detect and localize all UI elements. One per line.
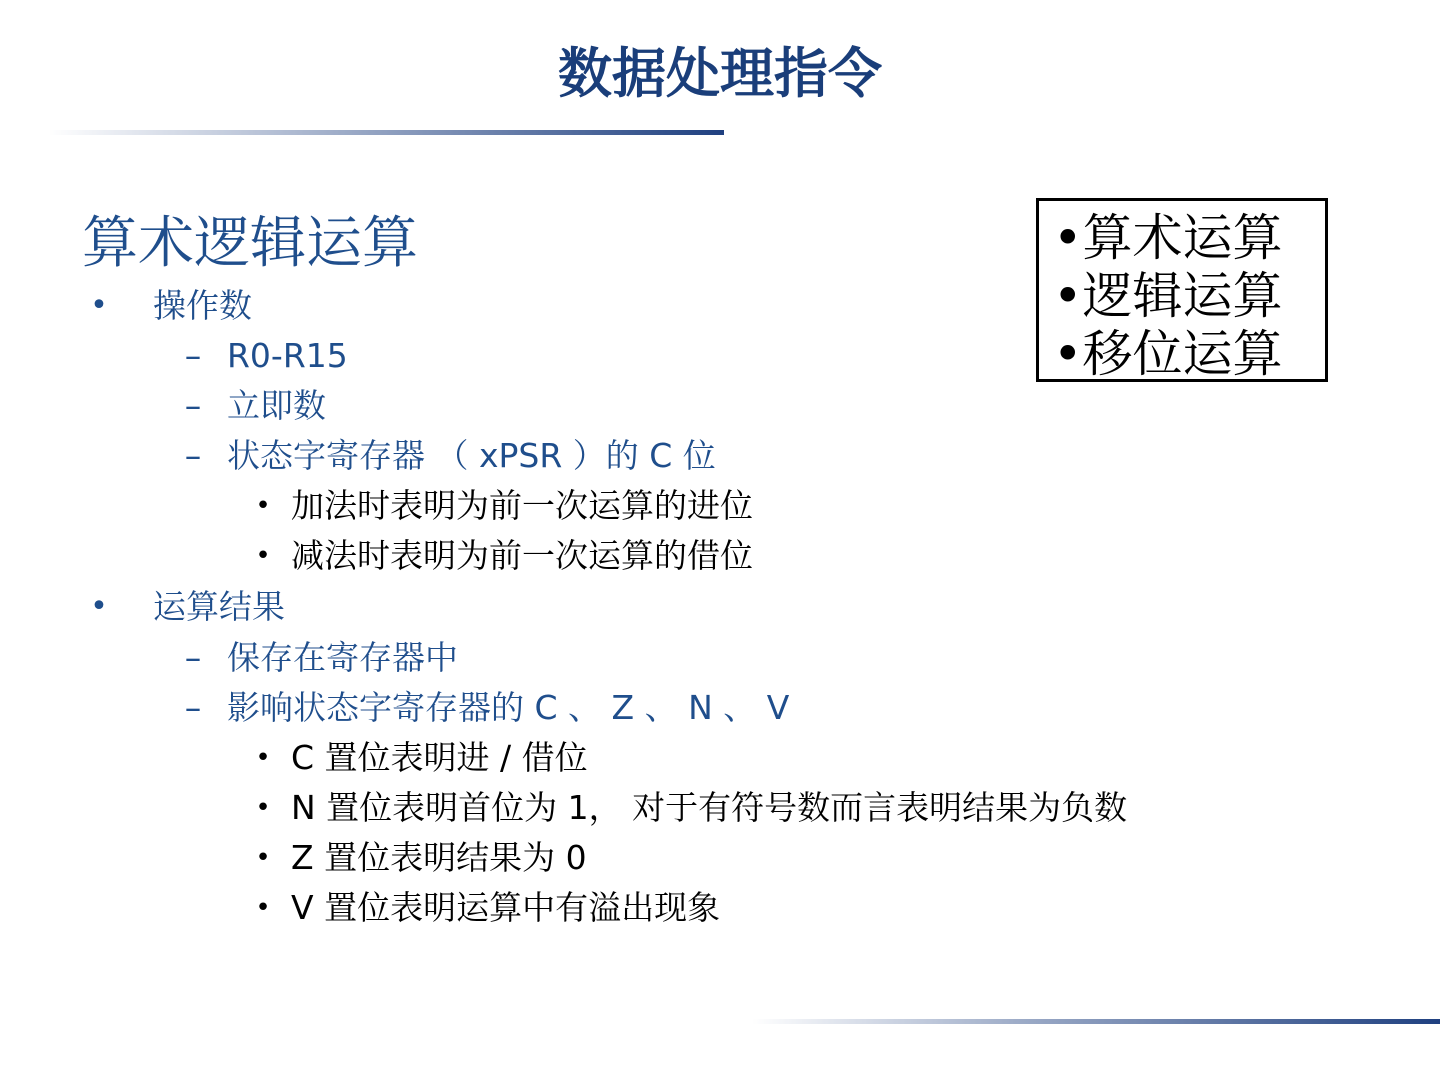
result-item-flags [184, 688, 790, 728]
dash-icon: – [184, 638, 202, 677]
bullet-dot-icon: • [90, 589, 108, 624]
section-heading: 算术逻辑运算 [82, 211, 418, 276]
bullet-dot-icon: • [255, 893, 271, 923]
flag-note-text: N 置位表明首位为 1， 对于有符号数而言表明结果为负数 [291, 788, 1128, 827]
operands-label: 操作数 [153, 286, 252, 325]
dash-icon: – [184, 436, 202, 475]
bullet-dot-icon: • [255, 541, 271, 571]
flag-note-text: Z 置位表明结果为 0 [291, 838, 587, 877]
carry-note-add [255, 486, 753, 526]
operand-item-registers [184, 336, 348, 376]
bullet-dot-icon: • [255, 843, 271, 873]
dash-icon: – [184, 386, 202, 425]
callout-item-shift: •移位运算 [1053, 325, 1283, 383]
bullet-dot-icon: • [255, 743, 271, 773]
dash-icon: – [184, 688, 202, 727]
dash-icon: – [184, 336, 202, 375]
callout-item-arithmetic: •算术运算 [1053, 209, 1283, 267]
operand-item-immediate [184, 386, 326, 426]
operand-item-text: 立即数 [227, 386, 326, 425]
flag-note-z [255, 838, 587, 878]
result-item-register [184, 638, 458, 678]
carry-note-text: 减法时表明为前一次运算的借位 [291, 536, 753, 575]
result-item-text: 保存在寄存器中 [227, 638, 458, 677]
result-label: 运算结果 [153, 587, 285, 626]
operand-item-xpsr-c [184, 436, 716, 476]
flag-note-n [255, 788, 1128, 828]
bullet-dot-icon: • [255, 491, 271, 521]
bullet-dot-icon: • [90, 288, 108, 323]
footer-rule [752, 1019, 1440, 1024]
bullet-dot-icon: • [255, 793, 271, 823]
bullet-operands [90, 286, 252, 326]
flag-note-text: C 置位表明进 / 借位 [291, 738, 588, 777]
callout-item-logic: •逻辑运算 [1053, 267, 1283, 325]
flag-note-v [255, 888, 721, 928]
result-item-text: 影响状态字寄存器的 C 、 Z 、 N 、 V [227, 688, 790, 727]
slide-title: 数据处理指令 [558, 42, 882, 105]
operation-types-callout [1036, 198, 1328, 382]
title-underline [48, 130, 724, 135]
operand-item-text: 状态字寄存器 （ xPSR ）的 C 位 [227, 436, 716, 475]
carry-note-sub [255, 536, 753, 576]
operand-item-text: R0-R15 [227, 336, 348, 375]
bullet-result [90, 587, 285, 627]
carry-note-text: 加法时表明为前一次运算的进位 [291, 486, 753, 525]
flag-note-c [255, 738, 588, 778]
flag-note-text: V 置位表明运算中有溢出现象 [291, 888, 721, 927]
